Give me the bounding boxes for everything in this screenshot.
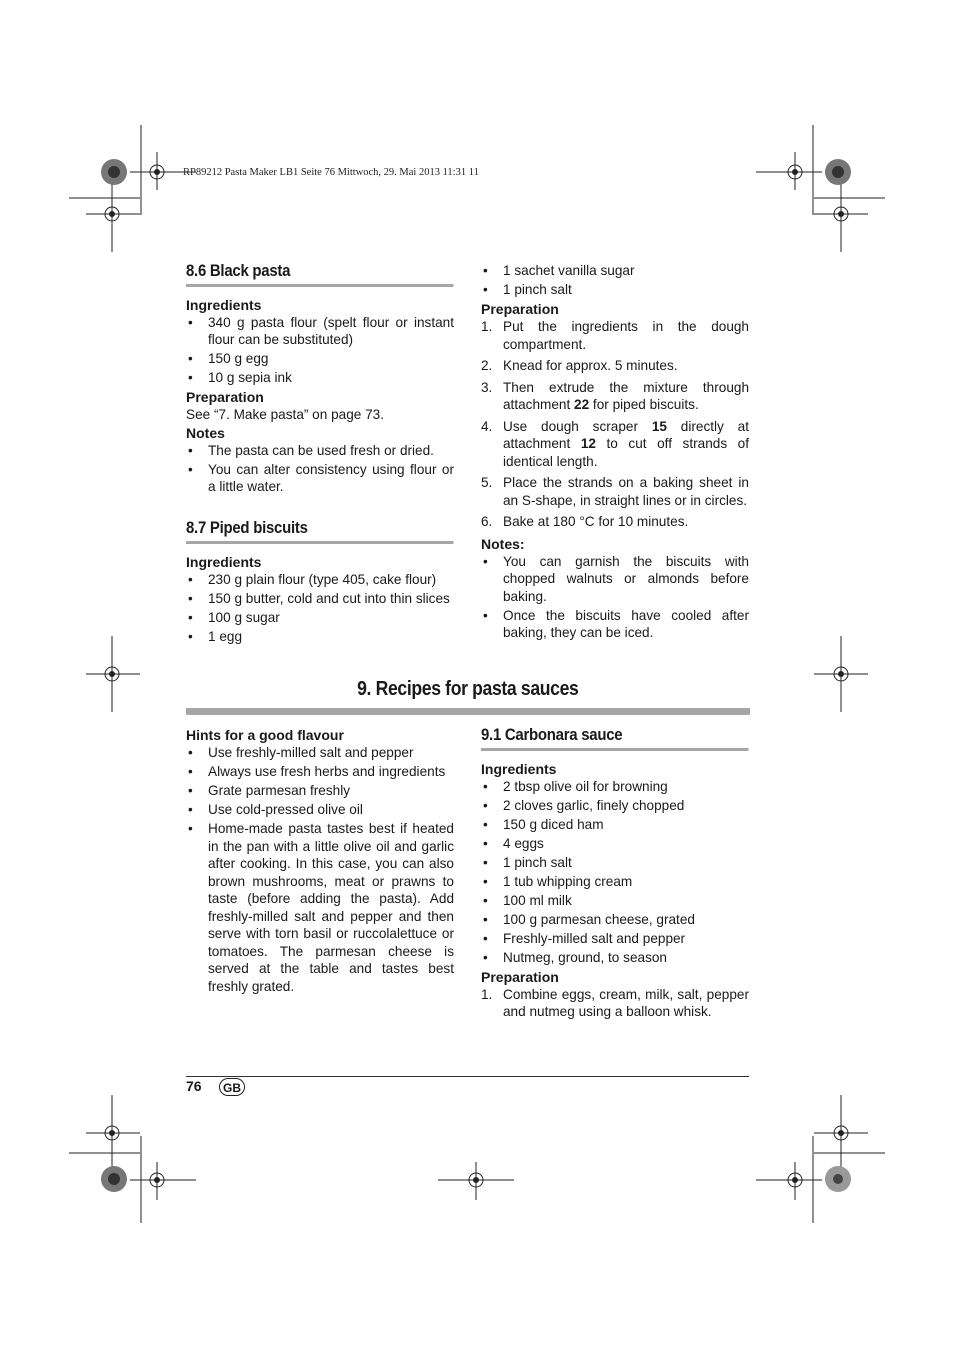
section-title-9-1: 9.1 Carbonara sauce <box>481 726 749 751</box>
list-item: • 150 g egg <box>186 350 454 368</box>
list-item: • 1 egg <box>186 628 454 646</box>
section-8-7-continued <box>481 262 749 643</box>
list-item: • Once the biscuits have cooled after baking, they can be iced. <box>481 607 749 642</box>
ingredients-list-continued <box>481 262 749 299</box>
list-item: • The pasta can be used fresh or dried. <box>186 442 454 460</box>
list-item: • You can alter consistency using flour or a little water. <box>186 461 454 496</box>
list-item: • 100 ml milk <box>481 892 749 910</box>
section-title-8-6: 8.6 Black pasta <box>186 262 454 287</box>
footer-rule <box>186 1076 749 1077</box>
section-8-6 <box>186 262 454 497</box>
ingredients-heading: Ingredients <box>481 760 557 777</box>
ingredients-heading: Ingredients <box>186 553 262 570</box>
step-item: 2. Knead for approx. 5 minutes. <box>481 358 678 373</box>
ingredients-list <box>186 571 454 646</box>
preparation-heading: Preparation <box>481 301 559 317</box>
chapter-title: 9. Recipes for pasta sauces <box>357 678 579 700</box>
list-item: • Home-made pasta tastes best if heated in the pan with a little olive oil and garlic after cooking. In this case, you can also brown mushrooms, meat or prawns to taste (before adding the pasta). Add freshly-milled salt and pepper and then serve with torn basil or ruccolalettuce or tomatoes. The parmesan cheese is served at the table and tastes best freshly grated. <box>186 820 454 995</box>
preparation-text: See “7. Make pasta” on page 73. <box>186 407 384 422</box>
list-item: • 1 pinch salt <box>481 854 749 872</box>
list-item: • 340 g pasta flour (spelt flour or instant flour can be substituted) <box>186 314 454 349</box>
notes-heading: Notes <box>186 424 225 441</box>
list-item: • 150 g butter, cold and cut into thin slices <box>186 590 454 608</box>
list-item: • 2 cloves garlic, finely chopped <box>481 797 749 815</box>
hints-section <box>186 726 454 997</box>
ingredients-heading: Ingredients <box>186 296 262 313</box>
notes-heading: Notes: <box>481 535 525 552</box>
section-title-8-7: 8.7 Piped biscuits <box>186 519 454 544</box>
list-item: • 150 g diced ham <box>481 816 749 834</box>
preparation-heading: Preparation <box>186 389 264 405</box>
section-8-7 <box>186 519 454 647</box>
step-item: 4. Use dough scraper 15 directly at attachment 12 to cut off strands of identical length. <box>481 418 750 469</box>
list-item: • 1 tub whipping cream <box>481 873 749 891</box>
preparation-heading: Preparation <box>481 968 559 985</box>
list-item: • Use freshly-milled salt and pepper <box>186 744 454 762</box>
list-item: • 100 g sugar <box>186 609 454 627</box>
list-item: • 1 sachet vanilla sugar <box>481 262 749 280</box>
hints-list <box>186 744 454 995</box>
list-item: • Nutmeg, ground, to season <box>481 949 749 967</box>
list-item: • 2 tbsp olive oil for browning <box>481 778 749 796</box>
preparation-steps <box>481 986 749 1021</box>
section-9-1 <box>481 726 749 1025</box>
page-number: 76 <box>186 1078 202 1094</box>
step-item: 6. Bake at 180 °C for 10 minutes. <box>481 514 689 529</box>
list-item: • 230 g plain flour (type 405, cake flour) <box>186 571 454 589</box>
list-item: • 10 g sepia ink <box>186 369 454 387</box>
hints-heading: Hints for a good flavour <box>186 727 344 743</box>
list-item: • Use cold-pressed olive oil <box>186 801 454 819</box>
language-badge: GB <box>219 1078 245 1096</box>
list-item: • 100 g parmesan cheese, grated <box>481 911 749 929</box>
step-item: 1. Combine eggs, cream, milk, salt, pepper and nutmeg using a balloon whisk. <box>481 986 749 1019</box>
step-item: 1. Put the ingredients in the dough compartment. <box>481 319 749 352</box>
ingredients-list <box>186 314 454 387</box>
list-item: • 1 pinch salt <box>481 281 749 299</box>
notes-list <box>186 442 454 496</box>
list-item: • Grate parmesan freshly <box>186 782 454 800</box>
notes-list <box>481 553 749 642</box>
step-item: 3. Then extrude the mixture through attachment 22 for piped biscuits. <box>481 379 749 412</box>
print-header-info: RP89212 Pasta Maker LB1 Seite 76 Mittwoch, 29. Mai 2013 11:31 11 <box>183 167 479 178</box>
ingredients-list <box>481 778 749 967</box>
list-item: • Freshly-milled salt and pepper <box>481 930 749 948</box>
list-item: • You can garnish the biscuits with chopped walnuts or almonds before baking. <box>481 553 749 606</box>
step-item: 5. Place the strands on a baking sheet in an S-shape, in straight lines or in circles. <box>481 475 749 508</box>
chapter-rule <box>186 708 750 715</box>
list-item: • 4 eggs <box>481 835 749 853</box>
preparation-steps <box>481 318 749 531</box>
list-item: • Always use fresh herbs and ingredients <box>186 763 454 781</box>
